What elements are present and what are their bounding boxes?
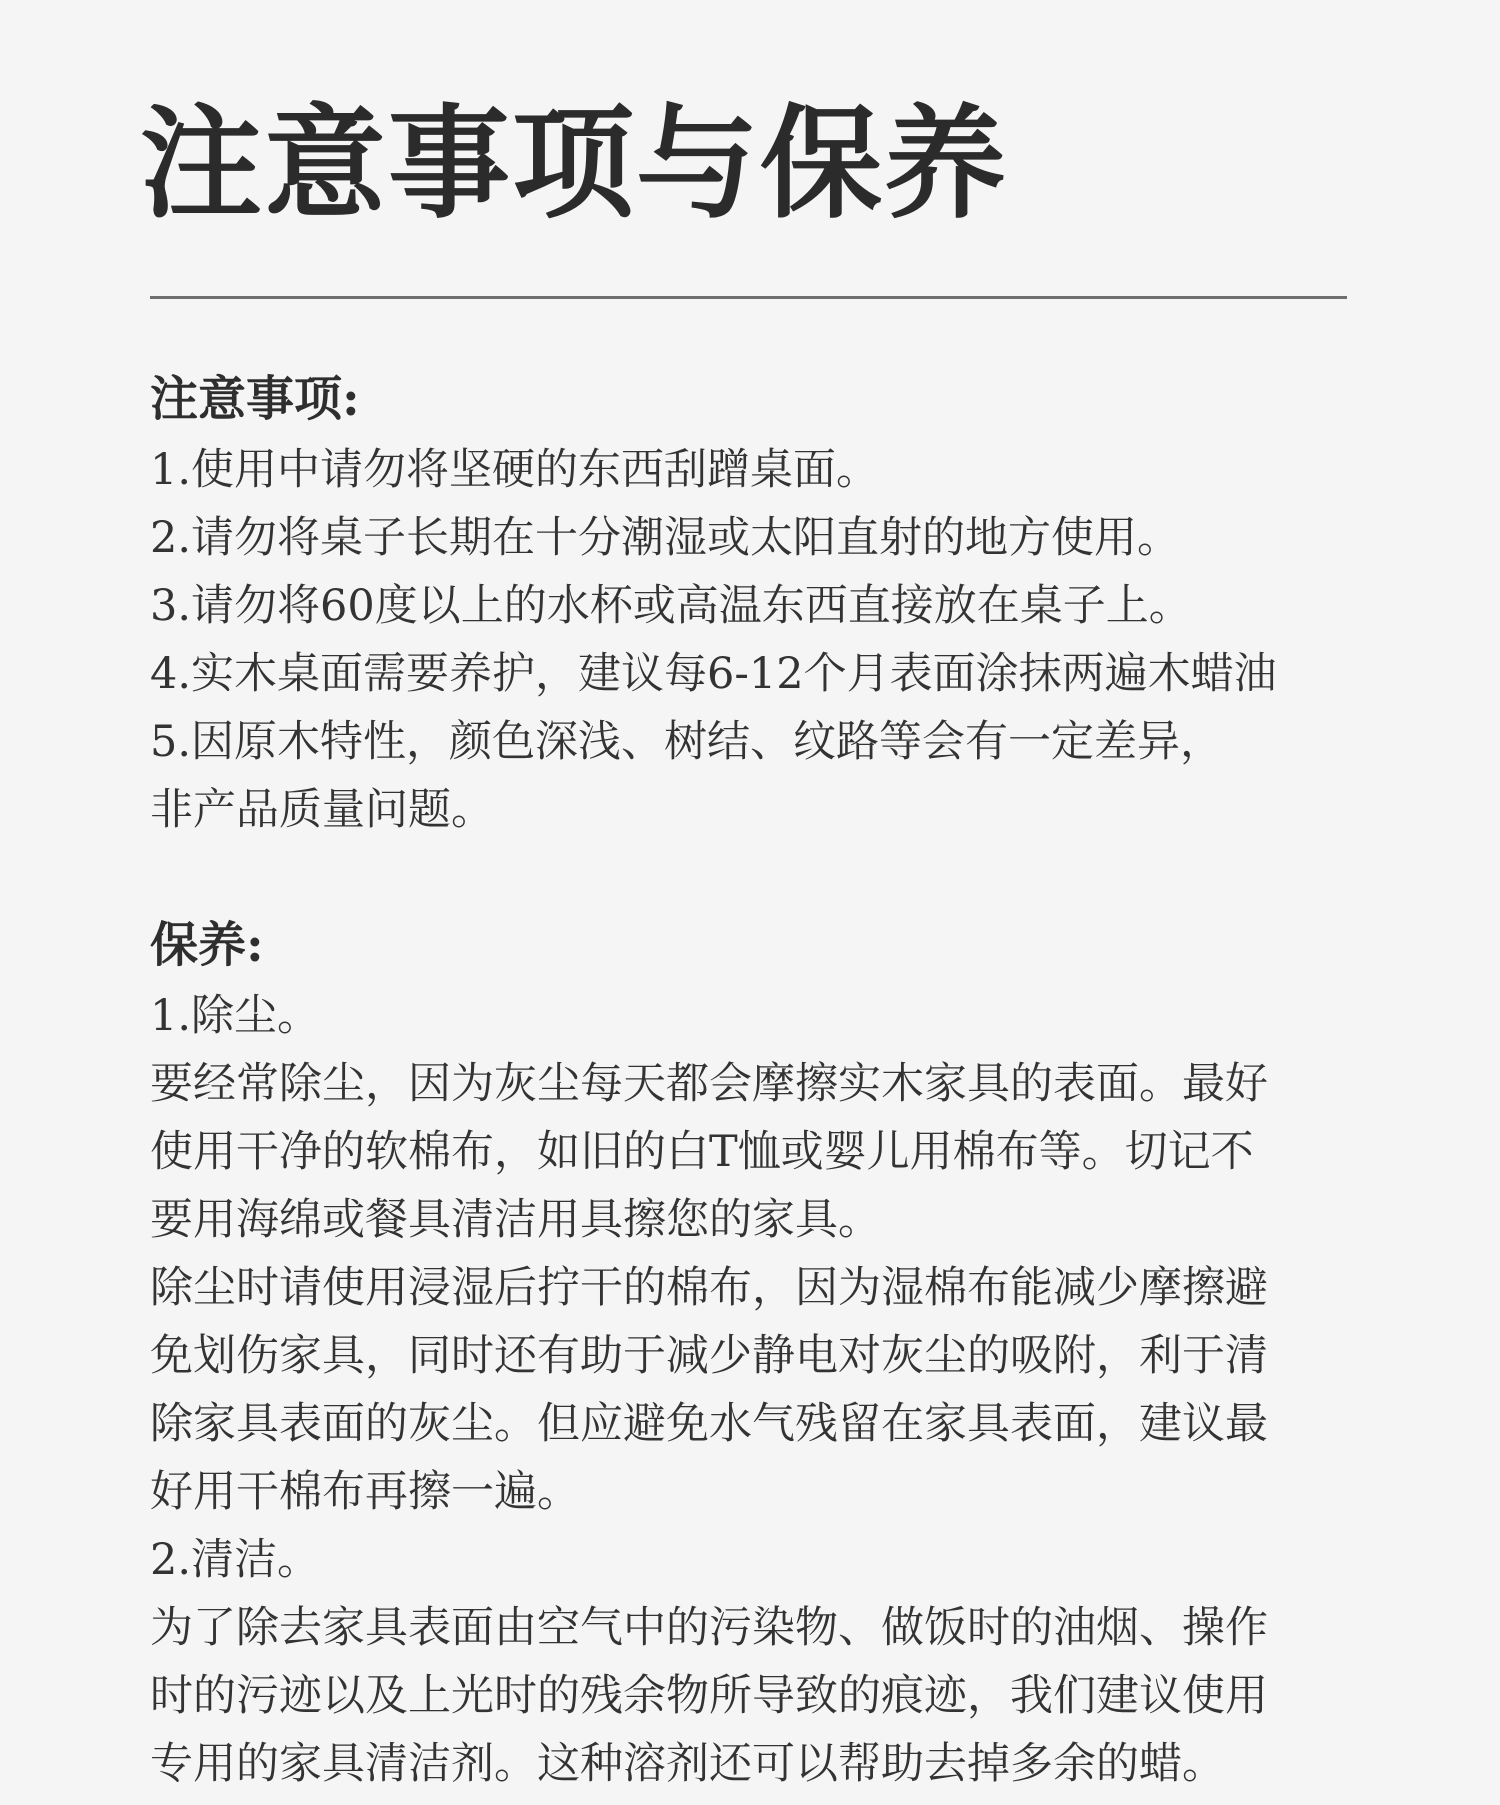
notes-line: 3.请勿将60度以上的水杯或高温东西直接放在桌子上。 [150,581,1192,631]
notes-line: 4.实木桌面需要养护，建议每6-12个月表面涂抹两遍木蜡油 [150,649,1277,699]
notes-line: 非产品质量问题。 [150,785,494,835]
care-line: 时的污迹以及上光时的残余物所导致的痕迹，我们建议使用 [150,1671,1268,1721]
care-line: 要经常除尘，因为灰尘每天都会摩擦实木家具的表面。最好 [150,1059,1268,1109]
care-line: 使用干净的软棉布，如旧的白T恤或婴儿用棉布等。切记不 [150,1127,1254,1177]
notes-section [150,362,1350,844]
care-line: 2.清洁。 [150,1535,321,1585]
care-line: 除家具表面的灰尘。但应避免水气残留在家具表面，建议最 [150,1399,1268,1449]
care-line: 除尘时请使用浸湿后拧干的棉布，因为湿棉布能减少摩擦避 [150,1263,1268,1313]
care-line: 专用的家具清洁剂。这种溶剂还可以帮助去掉多余的蜡。 [150,1739,1225,1789]
care-heading: 保养: [150,917,264,973]
notes-heading: 注意事项: [150,371,360,427]
care-section [150,908,1350,1798]
notes-list [150,436,1350,844]
care-line: 好用干棉布再擦一遍。 [150,1467,580,1517]
care-line: 为了除去家具表面由空气中的污染物、做饭时的油烟、操作 [150,1603,1268,1653]
care-list [150,982,1350,1798]
care-line: 要用海绵或餐具清洁用具擦您的家具。 [150,1195,881,1245]
notes-line: 2.请勿将桌子长期在十分潮湿或太阳直射的地方使用。 [150,513,1181,563]
notes-line: 5.因原木特性，颜色深浅、树结、纹路等会有一定差异， [150,717,1224,767]
care-line: 1.除尘。 [150,991,321,1041]
title-divider [150,296,1347,299]
care-line: 免划伤家具，同时还有助于减少静电对灰尘的吸附，利于清 [150,1331,1268,1381]
page-title: 注意事项与保养 [140,91,1008,235]
section-spacer [150,844,1350,908]
notes-line: 1.使用中请勿将坚硬的东西刮蹭桌面。 [150,445,880,495]
content [150,362,1350,1798]
